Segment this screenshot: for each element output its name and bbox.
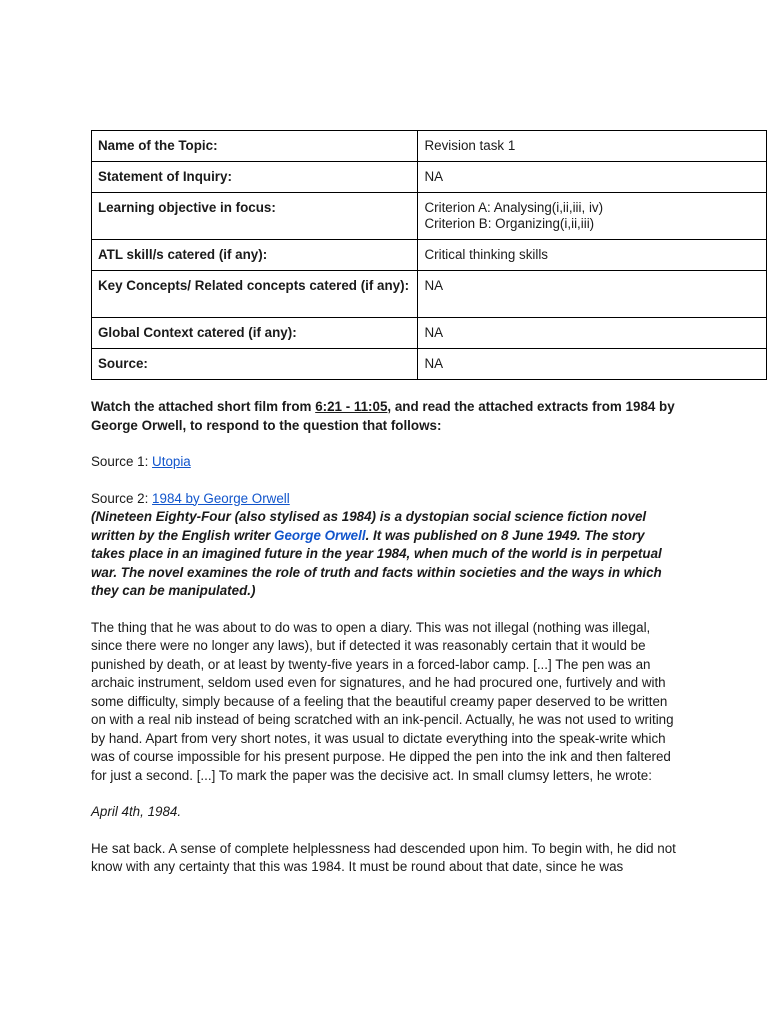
row-label: Global Context catered (if any):: [92, 318, 418, 349]
row-label: ATL skill/s catered (if any):: [92, 240, 418, 271]
row-value: NA: [418, 318, 767, 349]
source-1-label: Source 1:: [91, 454, 153, 469]
row-value: [418, 193, 767, 240]
row-value: NA: [418, 162, 767, 193]
novel-description: [91, 508, 681, 601]
george-orwell-link[interactable]: George Orwell: [274, 527, 366, 543]
row-value: Critical thinking skills: [418, 240, 767, 271]
topic-info-table: [91, 130, 767, 380]
row-label: Key Concepts/ Related concepts catered (if any):: [92, 271, 418, 318]
table-row: [92, 131, 767, 162]
task-prompt: [91, 398, 691, 435]
source-1: [91, 453, 767, 472]
orwell-book-link[interactable]: 1984 by George Orwell: [152, 490, 290, 506]
criterion-b: Criterion B: Organizing(i,ii,iii): [424, 216, 595, 231]
row-value: Revision task 1: [418, 131, 767, 162]
table-row: [92, 240, 767, 271]
row-value: NA: [418, 271, 767, 318]
note-text-end: . It was published on 8 June 1949. The story takes place in an imagined future in the year 1984, when much of the world is in perpetual war. The novel examines the role of truth and facts within societies and the ways in which they can be manipulated.): [91, 527, 662, 598]
prompt-text: Watch the attached short film from: [91, 399, 316, 414]
extract-paragraph-2: He sat back. A sense of complete helplessness had descended upon him. To begin with, he did not know with any certainty that this was 1984. It must be round about that date, since he was: [91, 840, 676, 874]
prompt-text-end: , and read the attached extracts from 1984 by George Orwell, to respond to the question that follows:: [91, 399, 675, 433]
note-text: (Nineteen Eighty-Four (also stylised as 1984) is a dystopian social science fiction novel written by the English writer: [91, 509, 647, 543]
criterion-a: Criterion A: Analysing(i,ii,iii, iv): [424, 200, 604, 215]
document-page: [91, 130, 767, 877]
diary-date: April 4th, 1984.: [91, 804, 182, 819]
film-timestamp: 6:21 - 11:05: [315, 399, 388, 414]
table-row: [92, 349, 767, 380]
extract-paragraph-1: The thing that he was about to do was to open a diary. This was not illegal (nothing was illegal, since there were no longer any laws), but if detected it was reasonably certain that it would be punished by death, or at least by twenty-five years in a forced-labor camp. [...] The pen was an archaic instrument, seldom used even for signatures, and he had procured one, furtively and with some difficulty, simply because of a feeling that the beautiful creamy paper deserved to be written on with a real nib instead of being scratched with an ink-pencil. Actually, he was not used to writing by hand. Apart from very short notes, it was usual to dictate everything into the speak-write which was of course impossible for his present purpose. He dipped the pen into the ink and then faltered for just a second. [...] To mark the paper was the decisive act. In small clumsy letters, he wrote:: [91, 619, 674, 783]
row-label: Source:: [92, 349, 418, 380]
table-row: [92, 162, 767, 193]
table-row: [92, 193, 767, 240]
row-label: Name of the Topic:: [92, 131, 418, 162]
source-2: [91, 490, 767, 509]
source-2-label: Source 2:: [91, 490, 153, 506]
row-value: NA: [418, 349, 767, 380]
table-row: [92, 271, 767, 318]
row-label: Learning objective in focus:: [92, 193, 418, 240]
row-label: Statement of Inquiry:: [92, 162, 418, 193]
utopia-link[interactable]: Utopia: [152, 454, 191, 469]
table-row: [92, 318, 767, 349]
